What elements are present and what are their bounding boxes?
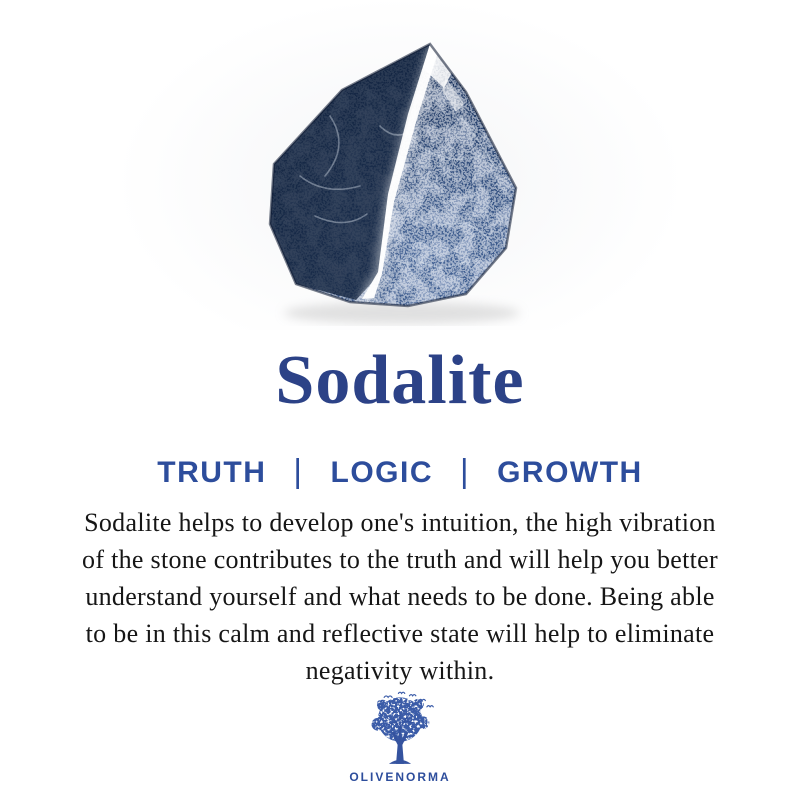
keyword-separator: | [293,452,304,489]
description-line: understand yourself and what needs to be done. Being able [85,582,715,611]
description-line: negativity within. [305,656,495,685]
keyword-logic: LOGIC [330,456,433,489]
description-line: to be in this calm and reflective state will help to eliminate [85,619,715,648]
sodalite-stone-image [260,26,540,326]
tree-logo-icon [352,691,448,767]
keyword-growth: GROWTH [497,456,643,489]
keywords-row [0,454,800,492]
keyword-separator: | [460,452,471,489]
stone-description [0,504,800,689]
brand-logo [0,691,800,784]
hero-photo-area [0,0,800,330]
brand-name: OLIVENORMA [349,770,451,784]
description-line: Sodalite helps to develop one's intuition, the high vibration [84,508,716,537]
keyword-truth: TRUTH [157,456,267,489]
description-line: of the stone contributes to the truth and will help you better [82,545,718,574]
page-title: Sodalite [275,342,525,419]
